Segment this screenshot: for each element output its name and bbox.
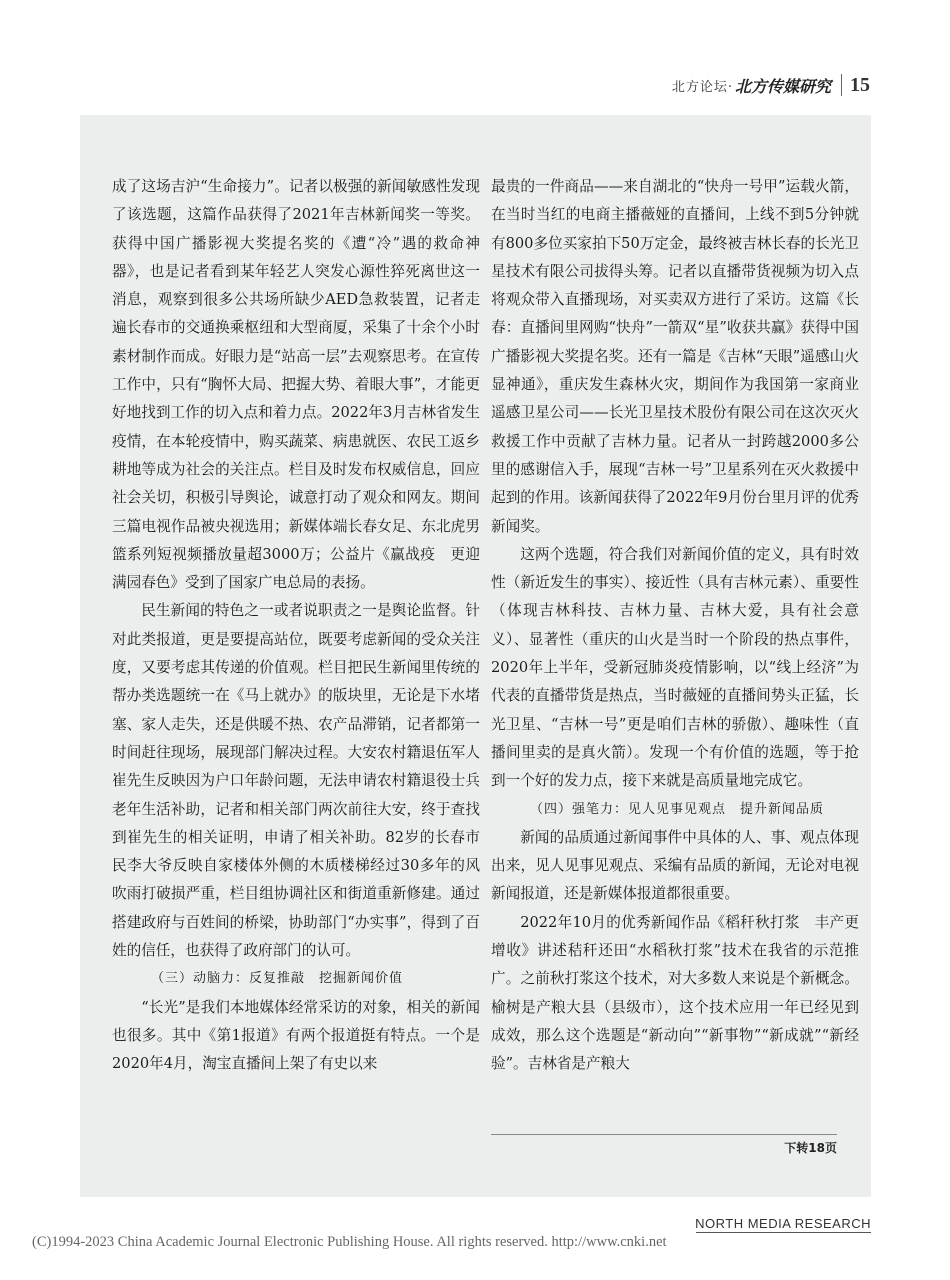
header-brand-logo: 北方传媒研究 <box>734 76 831 96</box>
header-divider <box>841 74 842 96</box>
continued-note: 下转18页 <box>491 1134 837 1156</box>
copyright-notice: (C)1994-2023 China Academic Journal Electronic Publishing House. All rights reserved. http://www.cnki.net <box>32 1234 667 1250</box>
paragraph: 2022年10月的优秀新闻作品《稻秆秋打浆 丰产更增收》讲述秸秆还田“水稻秋打浆”技术在我省的示范推广。之前秋打浆这个技术，对大多数人来说是个新概念。榆树是产粮大县（县级市），这个技术应用一年已经见到成效，那么这个选题是“新动向”“新事物”“新成就”“新经验”。吉林省是产粮大 <box>491 913 859 1073</box>
section-heading: （四）强笔力：见人见事见观点 提升新闻品质 <box>530 801 825 817</box>
paragraph: 这两个选题，符合我们对新闻价值的定义，具有时效性（新近发生的事实）、接近性（具有吉林元素）、重要性（体现吉林科技、吉林力量、吉林大爱，具有社会意义）、显著性（重庆的山火是当时一个阶段的热点事件，2020年上半年，受新冠肺炎疫情影响，以“线上经济”为代表的直播带货是热点，当时薇娅的直播间势头正猛，长光卫星、“吉林一号”更是咱们吉林的骄傲）、趣味性（直播间里卖的是真火箭）。发现一个有价值的选题，等于抢到一个好的发力点，接下来就是高质量地完成它。 <box>491 545 859 790</box>
paragraph: “长光”是我们本地媒体经常采访的对象，相关的新闻也很多。其中《第1报道》有两个报道挺有特点。一个是2020年4月，淘宝直播间上架了有史以来 <box>112 998 480 1073</box>
left-column <box>112 173 480 1079</box>
paragraph: 最贵的一件商品——来自湖北的“快舟一号甲”运载火箭，在当时当红的电商主播薇娅的直播间，上线不到5分钟就有800多位买家拍下50万定金，最终被吉林长春的长光卫星技术有限公司拔得头筹。记者以直播带货视频为切入点将观众带入直播现场，对买卖双方进行了采访。这篇《长春：直播间里网购“快舟”一箭双“星”收获共赢》获得中国广播影视大奖提名奖。还有一篇是《吉林“天眼”遥感山火显神通》，重庆发生森林火灾，期间作为我国第一家商业遥感卫星公司——长光卫星技术股份有限公司在这次灭火救援工作中贡献了吉林力量。记者从一封跨越2000多公里的感谢信入手，展现“吉林一号”卫星系列在灭火救援中起到的作用。该新闻获得了2022年9月份台里月评的优秀新闻奖。 <box>491 178 859 535</box>
section-heading: （三）动脑力：反复推敲 挖掘新闻价值 <box>151 971 404 987</box>
page-number: 15 <box>850 73 870 96</box>
right-column <box>491 173 859 1079</box>
header-journal: 北方论坛· <box>671 79 733 95</box>
paragraph: 民生新闻的特色之一或者说职责之一是舆论监督。针对此类报道，更是要提高站位，既要考虑新闻的受众关注度，又要考虑其传递的价值观。栏目把民生新闻里传统的帮办类选题统一在《马上就办》的版块里，无论是下水堵塞、家人走失，还是供暖不热、农产品滞销，记者都第一时间赶往现场，展现部门解决过程。大安农村籍退伍军人崔先生反映因为户口年龄问题，无法申请农村籍退役士兵老年生活补助，记者和相关部门两次前往大安，终于查找到崔先生的相关证明，申请了相关补助。82岁的长春市民李大爷反映自家楼体外侧的木质楼梯经过30多年的风吹雨打破损严重，栏目组协调社区和街道重新修建。通过搭建政府与百姓间的桥梁，协助部门“办实事”，得到了百姓的信任，也获得了政府部门的认可。 <box>112 602 480 960</box>
footer-divider <box>696 1232 871 1233</box>
page-header <box>672 70 870 100</box>
paragraph: 成了这场吉沪“生命接力”。记者以极强的新闻敏感性发现了该选题，这篇作品获得了2021年吉林新闻奖一等奖。获得中国广播影视大奖提名奖的《遭“冷”遇的救命神器》，也是记者看到某年轻艺人突发心源性猝死离世这一消息，观察到很多公共场所缺少AED急救装置，记者走遍长春市的交通换乘枢纽和大型商厦，采集了十余个小时素材制作而成。好眼力是“站高一层”去观察思考。在宣传工作中，只有“胸怀大局、把握大势、着眼大事”，才能更好地找到工作的切入点和着力点。2022年3月吉林省发生疫情，在本轮疫情中，购买蔬菜、病患就医、农民工返乡耕地等成为社会的关注点。栏目及时发布权威信息，回应社会关切，积极引导舆论，诚意打动了观众和网友。期间三篇电视作品被央视选用；新媒体端长春女足、东北虎男篮系列短视频播放量超3000万；公益片《赢战疫 更迎满园春色》受到了国家广电总局的表扬。 <box>112 178 480 592</box>
footer-journal-name: NORTH MEDIA RESEARCH <box>695 1216 871 1231</box>
paragraph: 新闻的品质通过新闻事件中具体的人、事、观点体现出来，见人见事见观点、采编有品质的新闻，无论对电视新闻报道，还是新媒体报道都很重要。 <box>491 828 859 903</box>
